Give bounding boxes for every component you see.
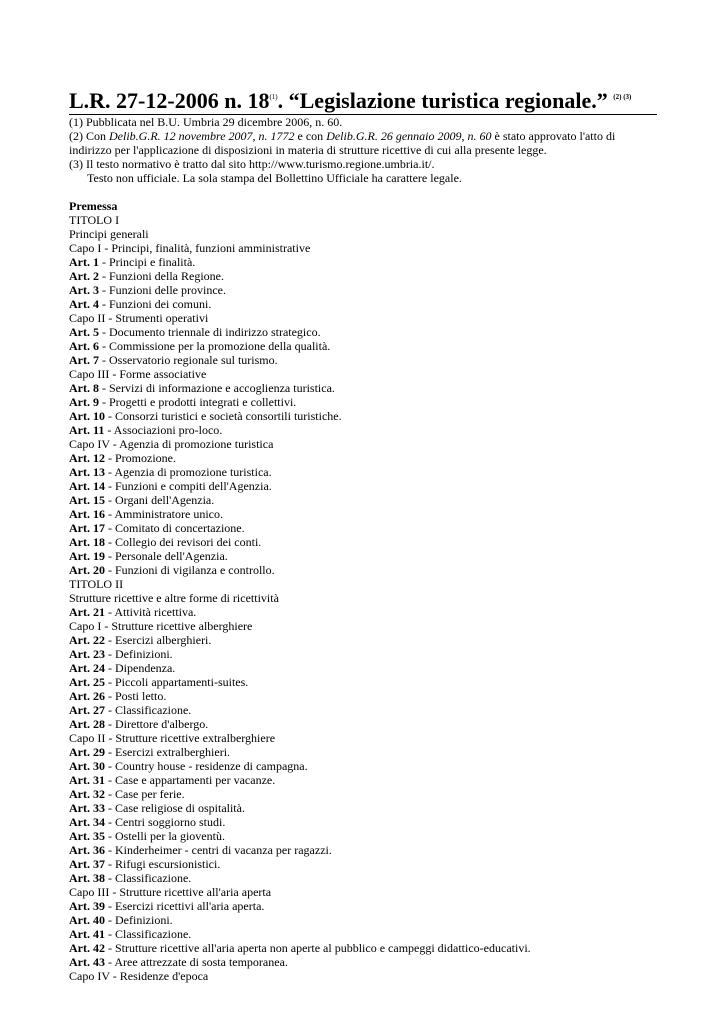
toc-article-title: - Agenzia di promozione turistica.	[105, 465, 272, 479]
toc-article-title: - Funzioni di vigilanza e controllo.	[105, 563, 275, 577]
toc-article-row	[69, 801, 657, 815]
footnote-2-tail: è stato approvato l'atto di indirizzo per l'applicazione di disposizioni in materia di strutture ricettive di cui alla presente legge.	[69, 129, 616, 157]
toc-article-title: - Personale dell'Agenzia.	[105, 549, 228, 563]
toc-article-row	[69, 717, 657, 731]
toc-article-number: Art. 22	[69, 633, 105, 647]
toc-article-row	[69, 913, 657, 927]
footnote-3-disclaimer: Testo non ufficiale. La sola stampa del Bollettino Ufficiale ha carattere legale.	[87, 171, 462, 185]
footnote-2-ref-1: Delib.G.R. 12 novembre 2007, n. 1772	[109, 129, 295, 143]
toc-article-number: Art. 17	[69, 521, 105, 535]
toc-article-row	[69, 829, 657, 843]
toc-article-number: Art. 1	[69, 255, 99, 269]
toc-article-number: Art. 35	[69, 829, 105, 843]
footnote-1: (1) Pubblicata nel B.U. Umbria 29 dicembre 2006, n. 60.	[69, 115, 343, 129]
toc-article-number: Art. 32	[69, 787, 105, 801]
table-of-contents	[69, 199, 657, 983]
toc-section-heading: TITOLO I	[69, 213, 120, 227]
footnote-2-ref-2: Delib.G.R. 26 gennaio 2009, n. 60	[326, 129, 492, 143]
toc-article-row	[69, 563, 657, 577]
toc-article-row	[69, 521, 657, 535]
toc-article-number: Art. 29	[69, 745, 105, 759]
toc-article-row	[69, 479, 657, 493]
toc-article-row	[69, 633, 657, 647]
toc-section-heading: Capo I - Strutture ricettive alberghiere	[69, 619, 253, 633]
toc-article-row	[69, 773, 657, 787]
title-footnote-ref-2-3: (2) (3)	[613, 93, 632, 101]
title-footnote-ref-1: (1)	[269, 93, 278, 101]
toc-article-number: Art. 20	[69, 563, 105, 577]
toc-article-row	[69, 927, 657, 941]
toc-article-row	[69, 675, 657, 689]
toc-article-row	[69, 353, 657, 367]
toc-article-title: - Attività ricettiva.	[105, 605, 197, 619]
toc-article-row	[69, 535, 657, 549]
toc-article-row	[69, 549, 657, 563]
toc-article-number: Art. 2	[69, 269, 99, 283]
toc-article-number: Art. 38	[69, 871, 105, 885]
toc-article-number: Art. 30	[69, 759, 105, 773]
toc-article-title: - Case e appartamenti per vacanze.	[105, 773, 276, 787]
toc-article-row	[69, 395, 657, 409]
toc-article-number: Art. 12	[69, 451, 105, 465]
toc-article-title: - Classificazione.	[105, 703, 192, 717]
toc-article-row	[69, 269, 657, 283]
toc-article-title: - Classificazione.	[105, 927, 192, 941]
toc-article-title: - Country house - residenze di campagna.	[105, 759, 308, 773]
toc-article-row	[69, 899, 657, 913]
toc-article-row	[69, 255, 657, 269]
toc-article-title: - Organi dell'Agenzia.	[105, 493, 215, 507]
toc-article-title: - Definizioni.	[105, 647, 173, 661]
toc-section-heading: Capo IV - Agenzia di promozione turistica	[69, 437, 274, 451]
toc-article-title: - Centri soggiorno studi.	[105, 815, 226, 829]
toc-article-number: Art. 23	[69, 647, 105, 661]
toc-article-row	[69, 647, 657, 661]
toc-article-title: - Comitato di concertazione.	[105, 521, 245, 535]
toc-article-title: - Funzioni della Regione.	[99, 269, 224, 283]
toc-section-heading: Capo II - Strumenti operativi	[69, 311, 209, 325]
toc-article-title: - Aree attrezzate di sosta temporanea.	[105, 955, 288, 969]
toc-article-title: - Consorzi turistici e società consortili turistiche.	[105, 409, 342, 423]
toc-article-number: Art. 26	[69, 689, 105, 703]
toc-article-number: Art. 42	[69, 941, 105, 955]
title-separator: .	[277, 88, 289, 113]
toc-article-number: Art. 37	[69, 857, 105, 871]
toc-article-title: - Esercizi alberghieri.	[105, 633, 212, 647]
toc-article-title: - Progetti e prodotti integrati e collettivi.	[99, 395, 297, 409]
toc-article-title: - Piccoli appartamenti-suites.	[105, 675, 249, 689]
toc-article-row	[69, 955, 657, 969]
toc-article-title: - Funzioni e compiti dell'Agenzia.	[105, 479, 272, 493]
toc-article-title: - Esercizi extralberghieri.	[105, 745, 231, 759]
toc-article-title: - Promozione.	[105, 451, 176, 465]
toc-article-title: - Funzioni delle province.	[99, 283, 226, 297]
toc-section-heading: Capo III - Strutture ricettive all'aria aperta	[69, 885, 272, 899]
toc-article-number: Art. 39	[69, 899, 105, 913]
toc-article-number: Art. 24	[69, 661, 105, 675]
toc-premessa	[69, 199, 657, 213]
toc-article-row	[69, 745, 657, 759]
toc-article-title: - Funzioni dei comuni.	[99, 297, 212, 311]
toc-article-title: - Servizi di informazione e accoglienza turistica.	[99, 381, 335, 395]
toc-article-title: - Associazioni pro-loco.	[104, 423, 223, 437]
toc-article-row	[69, 857, 657, 871]
toc-article-title: - Ostelli per la gioventù.	[105, 829, 225, 843]
footnotes	[69, 115, 657, 185]
toc-article-row	[69, 339, 657, 353]
toc-article-row	[69, 283, 657, 297]
toc-article-number: Art. 5	[69, 325, 99, 339]
toc-premessa-label: Premessa	[69, 199, 118, 213]
toc-article-row	[69, 787, 657, 801]
toc-article-number: Art. 27	[69, 703, 105, 717]
toc-article-row	[69, 871, 657, 885]
toc-article-row	[69, 843, 657, 857]
toc-article-row	[69, 423, 657, 437]
title-law-number: L.R. 27-12-2006 n. 18	[69, 88, 270, 113]
toc-article-row	[69, 409, 657, 423]
footnote-3: (3) Il testo normativo è tratto dal sito http://www.turismo.regione.umbria.it/.	[69, 157, 435, 171]
toc-article-title: - Kinderheimer - centri di vacanza per ragazzi.	[105, 843, 332, 857]
toc-section-heading: Capo II - Strutture ricettive extralberghiere	[69, 731, 276, 745]
toc-article-title: - Collegio dei revisori dei conti.	[105, 535, 262, 549]
toc-article-number: Art. 4	[69, 297, 99, 311]
toc-article-title: - Commissione per la promozione della qualità.	[99, 339, 331, 353]
toc-article-number: Art. 13	[69, 465, 105, 479]
toc-article-number: Art. 10	[69, 409, 105, 423]
toc-section-heading: Principi generali	[69, 227, 149, 241]
toc-article-row	[69, 689, 657, 703]
toc-article-number: Art. 31	[69, 773, 105, 787]
toc-article-number: Art. 25	[69, 675, 105, 689]
toc-article-row	[69, 451, 657, 465]
toc-article-row	[69, 941, 657, 955]
toc-article-row	[69, 507, 657, 521]
toc-article-title: - Case per ferie.	[105, 787, 185, 801]
title-law-name: “Legislazione turistica regionale.”	[288, 88, 608, 113]
toc-article-title: - Strutture ricettive all'aria aperta non aperte al pubblico e campeggi didattico-educativi.	[105, 941, 531, 955]
toc-article-row	[69, 661, 657, 675]
toc-article-number: Art. 6	[69, 339, 99, 353]
toc-article-number: Art. 19	[69, 549, 105, 563]
toc-article-row	[69, 297, 657, 311]
toc-article-title: - Principi e finalità.	[99, 255, 196, 269]
toc-article-row	[69, 759, 657, 773]
toc-article-title: - Case religiose di ospitalità.	[105, 801, 245, 815]
toc-article-row	[69, 465, 657, 479]
toc-article-row	[69, 815, 657, 829]
toc-article-title: - Documento triennale di indirizzo strategico.	[99, 325, 321, 339]
toc-article-number: Art. 28	[69, 717, 105, 731]
toc-article-row	[69, 325, 657, 339]
toc-article-row	[69, 605, 657, 619]
toc-article-number: Art. 3	[69, 283, 99, 297]
toc-article-number: Art. 16	[69, 507, 105, 521]
toc-article-title: - Direttore d'albergo.	[105, 717, 209, 731]
toc-article-title: - Posti letto.	[105, 689, 167, 703]
toc-article-title: - Rifugi escursionistici.	[105, 857, 221, 871]
toc-article-number: Art. 8	[69, 381, 99, 395]
toc-article-row	[69, 381, 657, 395]
toc-section-heading: Capo III - Forme associative	[69, 367, 207, 381]
footnote-2	[69, 129, 657, 157]
toc-article-title: - Osservatorio regionale sul turismo.	[99, 353, 278, 367]
toc-article-number: Art. 36	[69, 843, 105, 857]
toc-article-number: Art. 43	[69, 955, 105, 969]
footnote-2-mid: e con	[294, 129, 327, 143]
toc-article-number: Art. 34	[69, 815, 105, 829]
toc-article-number: Art. 9	[69, 395, 99, 409]
toc-article-title: - Dipendenza.	[105, 661, 176, 675]
toc-article-number: Art. 15	[69, 493, 105, 507]
toc-section-heading: Capo IV - Residenze d'epoca	[69, 969, 209, 983]
toc-article-number: Art. 21	[69, 605, 105, 619]
toc-article-title: - Amministratore unico.	[105, 507, 223, 521]
document-title	[69, 84, 657, 115]
toc-section-heading: Capo I - Principi, finalità, funzioni amministrative	[69, 241, 311, 255]
document-page	[69, 84, 657, 983]
footnote-2-lead: (2) Con	[69, 129, 109, 143]
toc-article-number: Art. 41	[69, 927, 105, 941]
toc-article-number: Art. 14	[69, 479, 105, 493]
toc-article-title: - Classificazione.	[105, 871, 192, 885]
toc-section-heading: Strutture ricettive e altre forme di ricettività	[69, 591, 279, 605]
toc-article-number: Art. 33	[69, 801, 105, 815]
toc-article-number: Art. 11	[69, 423, 105, 437]
toc-article-number: Art. 18	[69, 535, 105, 549]
toc-article-row	[69, 703, 657, 717]
toc-article-title: - Esercizi ricettivi all'aria aperta.	[105, 899, 265, 913]
toc-list	[69, 213, 657, 983]
toc-article-row	[69, 493, 657, 507]
toc-section-heading: TITOLO II	[69, 577, 124, 591]
toc-article-number: Art. 7	[69, 353, 99, 367]
toc-article-number: Art. 40	[69, 913, 105, 927]
toc-article-title: - Definizioni.	[105, 913, 173, 927]
